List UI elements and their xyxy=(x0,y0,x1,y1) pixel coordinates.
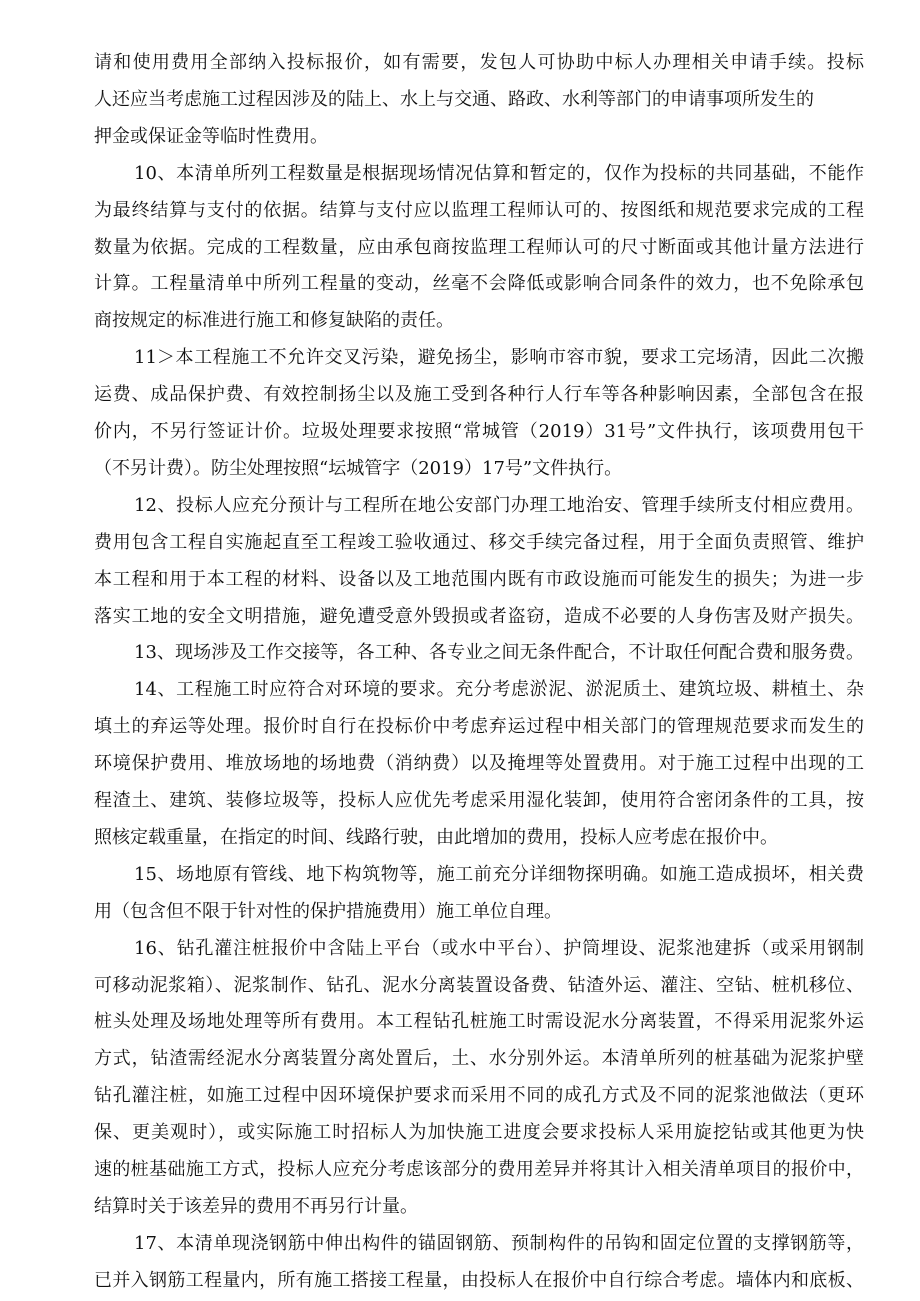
text-line: 照核定载重量，在指定的时间、线路行驶，由此增加的费用，投标人应考虑在报价中。 xyxy=(94,827,778,848)
text-line: 环境保护费用、堆放场地的场地费（消纳费）以及掩埋等处置费用。对于施工过程中出现的工 xyxy=(94,753,864,774)
text-line: 12、投标人应充分预计与工程所在地公安部门办理工地治安、管理手续所支付相应费用。 xyxy=(134,495,864,516)
text-line: 人还应当考虑施工过程因涉及的陆上、水上与交通、路政、水利等部门的申请事项所发生的 xyxy=(94,89,814,110)
text-line: 填土的弃运等处理。报价时自行在投标价中考虑弃运过程中相关部门的管理规范要求而发生的 xyxy=(94,716,864,737)
text-line: 数量为依据。完成的工程数量，应由承包商按监理工程师认可的尺寸断面或其他计量方法进行 xyxy=(94,237,864,258)
text-line: 结算时关于该差异的费用不再另行计量。 xyxy=(94,1196,418,1217)
text-line: 16、钻孔灌注桩报价中含陆上平台（或水中平台）、护筒埋设、泥浆池建拆（或采用钢制 xyxy=(134,938,864,959)
text-line: 落实工地的安全文明措施，避免遭受意外毁损或者盗窃，造成不必要的人身伤害及财产损失。 xyxy=(94,606,864,627)
text-line: 保、更美观时），或实际施工时招标人为加快施工进度会要求投标人采用旋挖钻或其他更为快 xyxy=(94,1122,864,1143)
text-line: 为最终结算与支付的依据。结算与支付应以监理工程师认可的、按图纸和规范要求完成的工程 xyxy=(94,200,864,221)
text-line: 已并入钢筋工程量内，所有施工搭接工程量，由投标人在报价中自行综合考虑。墙体内和底板、 xyxy=(94,1270,864,1291)
text-line: 押金或保证金等临时性费用。 xyxy=(94,126,328,147)
text-line: 17、本清单现浇钢筋中伸出构件的锚固钢筋、预制构件的吊钩和固定位置的支撑钢筋等， xyxy=(134,1233,864,1254)
text-line: 15、场地原有管线、地下构筑物等，施工前充分详细物探明确。如施工造成损坏，相关费 xyxy=(134,864,864,885)
text-line: 请和使用费用全部纳入投标报价，如有需要，发包人可协助中标人办理相关申请手续。投标 xyxy=(94,52,864,73)
text-line: 11＞本工程施工不允许交叉污染，避免扬尘，影响市容市貌，要求工完场清，因此二次搬 xyxy=(134,347,864,368)
text-line: 运费、成品保护费、有效控制扬尘以及施工受到各种行人行车等各种影响因素，全部包含在报 xyxy=(94,384,864,405)
text-line: 用（包含但不限于针对性的保护措施费用）施工单位自理。 xyxy=(94,901,562,922)
text-line: 钻孔灌注桩，如施工过程中因环境保护要求而采用不同的成孔方式及不同的泥浆池做法（更环 xyxy=(94,1085,864,1106)
text-line: 速的桩基础施工方式，投标人应充分考虑该部分的费用差异并将其计入相关清单项目的报价中， xyxy=(94,1159,864,1180)
text-line: 10、本清单所列工程数量是根据现场情况估算和暂定的，仅作为投标的共同基础，不能作 xyxy=(134,163,864,184)
text-line: 费用包含工程自实施起直至工程竣工验收通过、移交手续完备过程，用于全面负责照管、维护 xyxy=(94,532,864,553)
text-line: 桩头处理及场地处理等所有费用。本工程钻孔桩施工时需设泥水分离装置，不得采用泥浆外运 xyxy=(94,1011,864,1032)
text-line: （不另计费）。防尘处理按照“坛城管字（2019）17号”文件执行。 xyxy=(94,458,623,479)
text-line: 商按规定的标准进行施工和修复缺陷的责任。 xyxy=(94,310,454,331)
text-line: 计算。工程量清单中所列工程量的变动，丝毫不会降低或影响合同条件的效力，也不免除承包 xyxy=(94,273,864,294)
text-line: 可移动泥浆箱）、泥浆制作、钻孔、泥水分离装置设备费、钻渣外运、灌注、空钻、桩机移位、 xyxy=(94,975,864,996)
text-line: 13、现场涉及工作交接等，各工种、各专业之间无条件配合，不计取任何配合费和服务费。 xyxy=(134,642,864,663)
text-line: 价内，不另行签证计价。垃圾处理要求按照“常城管（2019）31号”文件执行，该项费用包干 xyxy=(94,421,864,442)
text-line: 本工程和用于本工程的材料、设备以及工地范围内既有市政设施而可能发生的损失；为进一步 xyxy=(94,569,864,590)
text-line: 14、工程施工时应符合对环境的要求。充分考虑淤泥、淤泥质土、建筑垃圾、耕植土、杂 xyxy=(134,679,864,700)
text-line: 方式，钻渣需经泥水分离装置分离处置后，土、水分别外运。本清单所列的桩基础为泥浆护壁 xyxy=(94,1048,864,1069)
text-line: 程渣土、建筑、装修垃圾等，投标人应优先考虑采用湿化装卸，使用符合密闭条件的工具，按 xyxy=(94,790,864,811)
